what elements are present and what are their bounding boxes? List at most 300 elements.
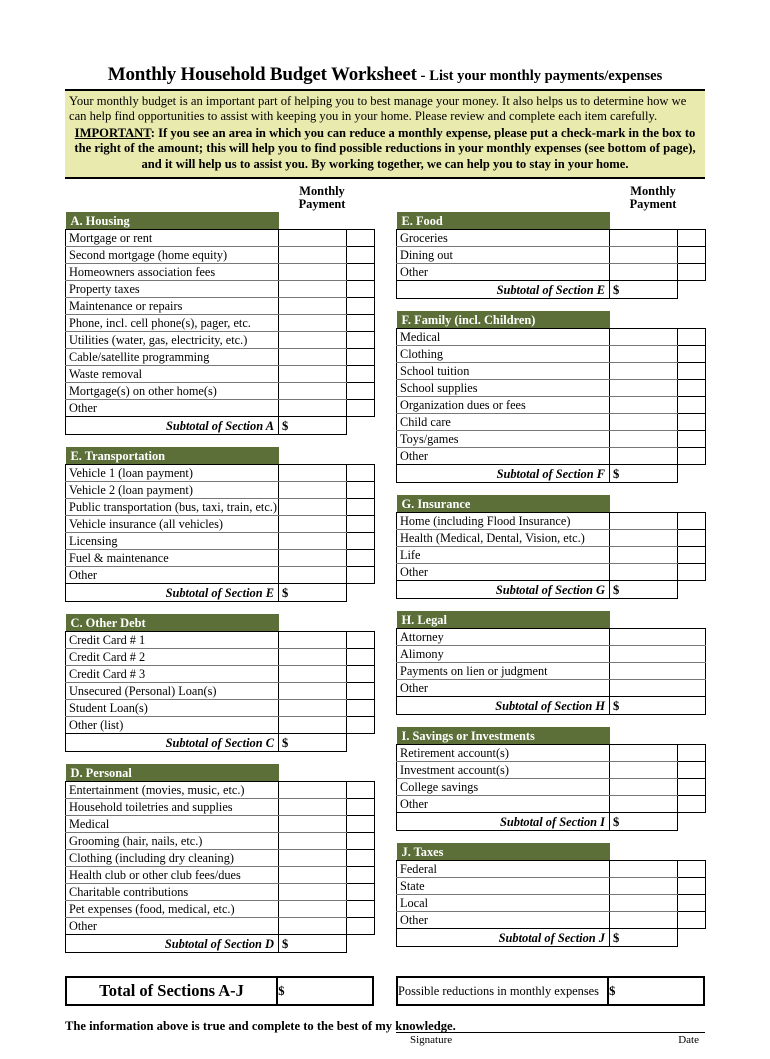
section-header-row xyxy=(66,447,375,465)
reduction-checkbox[interactable] xyxy=(347,400,375,417)
expense-label: Mortgage or rent xyxy=(66,230,279,247)
expense-label: Entertainment (movies, music, etc.) xyxy=(66,782,279,799)
subtotal-row xyxy=(66,935,375,953)
reduction-checkbox[interactable] xyxy=(347,884,375,901)
right-column xyxy=(396,186,705,965)
section-header-spacer xyxy=(279,764,375,782)
reduction-checkbox[interactable] xyxy=(347,867,375,884)
subtotal-amount-input[interactable]: $ xyxy=(279,935,347,953)
expense-amount-input[interactable] xyxy=(279,567,347,584)
expense-label: Credit Card # 2 xyxy=(66,649,279,666)
expense-row xyxy=(397,745,706,762)
subtotal-row xyxy=(66,734,375,752)
expense-amount-input[interactable] xyxy=(610,431,678,448)
expense-row xyxy=(66,298,375,315)
section-header-row xyxy=(66,764,375,782)
section-header-row xyxy=(397,611,706,629)
reduction-checkbox[interactable] xyxy=(347,918,375,935)
reduction-checkbox[interactable] xyxy=(347,816,375,833)
expense-label: College savings xyxy=(397,779,610,796)
section-header-row xyxy=(397,727,706,745)
expense-label: Medical xyxy=(66,816,279,833)
expense-amount-input[interactable] xyxy=(279,700,347,717)
subtotal-label: Subtotal of Section H xyxy=(397,697,610,715)
subtotal-amount-input[interactable]: $ xyxy=(610,813,678,831)
expense-label: Phone, incl. cell phone(s), pager, etc. xyxy=(66,315,279,332)
reduction-checkbox[interactable] xyxy=(347,247,375,264)
reduction-checkbox[interactable] xyxy=(347,632,375,649)
expense-amount-input[interactable] xyxy=(610,912,678,929)
reduction-checkbox[interactable] xyxy=(347,683,375,700)
expense-label: Utilities (water, gas, electricity, etc.) xyxy=(66,332,279,349)
expense-label: Home (including Flood Insurance) xyxy=(397,513,610,530)
expense-label: Investment account(s) xyxy=(397,762,610,779)
subtotal-spacer xyxy=(347,584,375,602)
expense-row xyxy=(66,782,375,799)
expense-amount-input[interactable] xyxy=(279,516,347,533)
reduction-checkbox[interactable] xyxy=(347,567,375,584)
subtotal-label: Subtotal of Section G xyxy=(397,581,610,599)
subtotal-amount-input[interactable]: $ xyxy=(610,465,678,483)
expense-amount-input[interactable] xyxy=(279,799,347,816)
section-i-savings-or-investments xyxy=(396,727,705,831)
section-a-housing xyxy=(65,186,374,435)
expense-row xyxy=(397,547,706,564)
reduction-checkbox[interactable] xyxy=(678,264,706,281)
reduction-checkbox[interactable] xyxy=(347,332,375,349)
subtotal-row xyxy=(397,697,706,715)
section-header-row xyxy=(397,843,706,861)
subtotal-amount-input[interactable]: $ xyxy=(279,584,347,602)
reduction-checkbox[interactable] xyxy=(678,431,706,448)
section-header-label: F. Family (incl. Children) xyxy=(397,311,610,329)
expense-amount-input[interactable] xyxy=(279,666,347,683)
expense-amount-input[interactable] xyxy=(279,298,347,315)
expense-row xyxy=(397,264,706,281)
reduction-checkbox[interactable] xyxy=(678,912,706,929)
attestation-text: The information above is true and complete to the best of my knowledge. xyxy=(65,1019,456,1034)
expense-amount-input[interactable] xyxy=(610,680,706,697)
left-column xyxy=(65,186,374,965)
expense-row xyxy=(397,431,706,448)
expense-row xyxy=(66,315,375,332)
expense-amount-input[interactable] xyxy=(279,867,347,884)
expense-amount-input[interactable] xyxy=(610,796,678,813)
expense-row xyxy=(397,895,706,912)
reduction-checkbox[interactable] xyxy=(678,230,706,247)
reduction-checkbox[interactable] xyxy=(678,397,706,414)
table-a-housing xyxy=(65,212,375,435)
expense-label: Licensing xyxy=(66,533,279,550)
expense-amount-input[interactable] xyxy=(279,315,347,332)
expense-label: Groceries xyxy=(397,230,610,247)
expense-row xyxy=(66,533,375,550)
table-c-other-debt xyxy=(65,614,375,752)
monthly-label-line2: Payment xyxy=(298,197,346,212)
reduction-checkbox[interactable] xyxy=(347,465,375,482)
expense-label: School supplies xyxy=(397,380,610,397)
reduction-checkbox[interactable] xyxy=(678,861,706,878)
reduction-checkbox[interactable] xyxy=(678,547,706,564)
reduction-checkbox[interactable] xyxy=(347,383,375,400)
section-header-label: E. Food xyxy=(397,212,610,230)
expense-row xyxy=(397,346,706,363)
monthly-payment-text xyxy=(609,185,697,212)
monthly-payment-column-header xyxy=(65,186,374,212)
reduction-checkbox[interactable] xyxy=(347,550,375,567)
important-label: IMPORTANT xyxy=(74,125,151,140)
expense-label: Waste removal xyxy=(66,366,279,383)
signature-line[interactable] xyxy=(396,1015,705,1033)
expense-label: Other (list) xyxy=(66,717,279,734)
signature-area xyxy=(396,1015,705,1046)
expense-label: Clothing (including dry cleaning) xyxy=(66,850,279,867)
expense-row xyxy=(66,482,375,499)
section-header-row xyxy=(66,614,375,632)
expense-amount-input[interactable] xyxy=(279,383,347,400)
reduction-checkbox[interactable] xyxy=(347,666,375,683)
expense-row xyxy=(397,762,706,779)
expense-row xyxy=(66,516,375,533)
reduction-checkbox[interactable] xyxy=(678,745,706,762)
section-c-other-debt xyxy=(65,614,374,752)
reduction-checkbox[interactable] xyxy=(347,649,375,666)
reduction-checkbox[interactable] xyxy=(347,349,375,366)
reduction-checkbox[interactable] xyxy=(678,895,706,912)
reduction-checkbox[interactable] xyxy=(678,363,706,380)
expense-amount-input[interactable] xyxy=(610,513,678,530)
reduction-checkbox[interactable] xyxy=(678,513,706,530)
reduction-checkbox[interactable] xyxy=(678,346,706,363)
expense-label: Student Loan(s) xyxy=(66,700,279,717)
expense-label: Child care xyxy=(397,414,610,431)
table-h-legal xyxy=(396,611,706,715)
date-label: Date xyxy=(678,1034,699,1047)
reduction-checkbox[interactable] xyxy=(347,298,375,315)
expense-label: Vehicle 2 (loan payment) xyxy=(66,482,279,499)
reduction-checkbox[interactable] xyxy=(678,762,706,779)
section-header-spacer xyxy=(610,212,706,230)
reduction-checkbox[interactable] xyxy=(347,230,375,247)
expense-row xyxy=(66,247,375,264)
reduction-checkbox[interactable] xyxy=(347,516,375,533)
expense-label: Grooming (hair, nails, etc.) xyxy=(66,833,279,850)
expense-row xyxy=(66,632,375,649)
expense-amount-input[interactable] xyxy=(610,380,678,397)
expense-amount-input[interactable] xyxy=(279,550,347,567)
expense-row xyxy=(66,918,375,935)
expense-row xyxy=(397,380,706,397)
expense-amount-input[interactable] xyxy=(279,816,347,833)
reduction-checkbox[interactable] xyxy=(347,833,375,850)
expense-label: Vehicle 1 (loan payment) xyxy=(66,465,279,482)
reductions-label: Possible reductions in monthly expenses xyxy=(397,977,608,1005)
expense-label: Other xyxy=(66,400,279,417)
reduction-checkbox[interactable] xyxy=(678,247,706,264)
subtotal-spacer xyxy=(678,813,706,831)
expense-row xyxy=(66,700,375,717)
expense-amount-input[interactable] xyxy=(279,918,347,935)
expense-row xyxy=(397,530,706,547)
reduction-checkbox[interactable] xyxy=(678,779,706,796)
expense-label: Life xyxy=(397,547,610,564)
expense-row xyxy=(397,878,706,895)
subtotal-row xyxy=(397,281,706,299)
expense-row xyxy=(397,796,706,813)
expense-amount-input[interactable] xyxy=(279,465,347,482)
subtotal-spacer xyxy=(678,465,706,483)
section-header-label: I. Savings or Investments xyxy=(397,727,610,745)
expense-row xyxy=(397,680,706,697)
expense-row xyxy=(397,861,706,878)
expense-row xyxy=(66,816,375,833)
section-header-spacer xyxy=(279,447,375,465)
expense-label: Payments on lien or judgment xyxy=(397,663,610,680)
section-g-insurance xyxy=(396,495,705,599)
reduction-checkbox[interactable] xyxy=(347,533,375,550)
reduction-checkbox[interactable] xyxy=(347,366,375,383)
expense-amount-input[interactable] xyxy=(279,499,347,516)
expense-amount-input[interactable] xyxy=(610,564,678,581)
table-e-transportation xyxy=(65,447,375,602)
expense-label: Second mortgage (home equity) xyxy=(66,247,279,264)
reduction-checkbox[interactable] xyxy=(347,717,375,734)
expense-amount-input[interactable] xyxy=(610,745,678,762)
table-i-savings-or-investments xyxy=(396,727,706,831)
title-dash: - xyxy=(416,68,430,84)
reduction-checkbox[interactable] xyxy=(347,700,375,717)
subtotal-spacer xyxy=(678,929,706,947)
expense-row xyxy=(397,629,706,646)
expense-label: Organization dues or fees xyxy=(397,397,610,414)
expense-row xyxy=(66,649,375,666)
section-header-spacer xyxy=(610,311,706,329)
expense-label: Dining out xyxy=(397,247,610,264)
expense-amount-input[interactable] xyxy=(279,230,347,247)
expense-label: Other xyxy=(397,448,610,465)
section-header-spacer xyxy=(279,614,375,632)
expense-amount-input[interactable] xyxy=(610,230,678,247)
reduction-checkbox[interactable] xyxy=(678,796,706,813)
expense-amount-input[interactable] xyxy=(279,533,347,550)
expense-amount-input[interactable] xyxy=(610,663,706,680)
expense-row xyxy=(397,663,706,680)
expense-label: Health club or other club fees/dues xyxy=(66,867,279,884)
reduction-checkbox[interactable] xyxy=(678,878,706,895)
expense-label: Toys/games xyxy=(397,431,610,448)
reduction-checkbox[interactable] xyxy=(678,564,706,581)
monthly-label-line1: Monthly xyxy=(299,184,345,199)
expense-row xyxy=(66,717,375,734)
subtotal-spacer xyxy=(347,417,375,435)
subtotal-row xyxy=(397,929,706,947)
section-header-row xyxy=(397,311,706,329)
subtotal-spacer xyxy=(347,935,375,953)
expense-amount-input[interactable] xyxy=(279,247,347,264)
reduction-checkbox[interactable] xyxy=(347,799,375,816)
expense-label: Household toiletries and supplies xyxy=(66,799,279,816)
worksheet-page xyxy=(65,0,705,1059)
expense-label: Credit Card # 1 xyxy=(66,632,279,649)
intro-paragraph-2 xyxy=(69,126,701,172)
expense-row xyxy=(397,448,706,465)
expense-amount-input[interactable] xyxy=(610,861,678,878)
expense-amount-input[interactable] xyxy=(610,247,678,264)
section-header-spacer xyxy=(610,843,706,861)
section-e-transportation xyxy=(65,447,374,602)
subtotal-amount-input[interactable]: $ xyxy=(610,929,678,947)
expense-amount-input[interactable] xyxy=(610,329,678,346)
reduction-checkbox[interactable] xyxy=(678,380,706,397)
grand-total-value[interactable]: $ xyxy=(277,977,373,1005)
expense-row xyxy=(397,564,706,581)
reduction-checkbox[interactable] xyxy=(347,782,375,799)
expense-label: Public transportation (bus, taxi, train, etc.) xyxy=(66,499,279,516)
expense-row xyxy=(66,499,375,516)
subtotal-label: Subtotal of Section A xyxy=(66,417,279,435)
expense-amount-input[interactable] xyxy=(279,366,347,383)
expense-amount-input[interactable] xyxy=(279,901,347,918)
expense-label: Other xyxy=(66,918,279,935)
subtotal-amount-input[interactable]: $ xyxy=(610,697,706,715)
expense-amount-input[interactable] xyxy=(610,779,678,796)
reduction-checkbox[interactable] xyxy=(678,530,706,547)
expense-label: Mortgage(s) on other home(s) xyxy=(66,383,279,400)
reduction-checkbox[interactable] xyxy=(347,850,375,867)
expense-amount-input[interactable] xyxy=(610,762,678,779)
expense-label: Medical xyxy=(397,329,610,346)
expense-amount-input[interactable] xyxy=(279,281,347,298)
expense-amount-input[interactable] xyxy=(610,363,678,380)
expense-amount-input[interactable] xyxy=(279,632,347,649)
expense-amount-input[interactable] xyxy=(279,482,347,499)
subtotal-amount-input[interactable]: $ xyxy=(610,581,678,599)
expense-amount-input[interactable] xyxy=(610,547,678,564)
expense-label: Federal xyxy=(397,861,610,878)
expense-amount-input[interactable] xyxy=(279,782,347,799)
section-header-label: H. Legal xyxy=(397,611,610,629)
expense-amount-input[interactable] xyxy=(279,833,347,850)
section-header-spacer xyxy=(610,611,706,629)
reduction-checkbox[interactable] xyxy=(347,264,375,281)
expense-label: Other xyxy=(397,796,610,813)
expense-amount-input[interactable] xyxy=(610,878,678,895)
table-e-food xyxy=(396,212,706,299)
expense-amount-input[interactable] xyxy=(279,400,347,417)
subtotal-row xyxy=(397,581,706,599)
section-f-family-incl-children xyxy=(396,311,705,483)
expense-label: Fuel & maintenance xyxy=(66,550,279,567)
expense-label: Property taxes xyxy=(66,281,279,298)
expense-amount-input[interactable] xyxy=(610,346,678,363)
expense-row xyxy=(397,397,706,414)
subtotal-spacer xyxy=(678,581,706,599)
expense-row xyxy=(66,550,375,567)
expense-row xyxy=(66,884,375,901)
section-header-row xyxy=(66,212,375,230)
expense-amount-input[interactable] xyxy=(279,683,347,700)
monthly-payment-text xyxy=(278,185,366,212)
expense-row xyxy=(66,332,375,349)
expense-label: Homeowners association fees xyxy=(66,264,279,281)
subtotal-amount-input[interactable]: $ xyxy=(279,417,347,435)
expense-label: Other xyxy=(397,912,610,929)
expense-label: Maintenance or repairs xyxy=(66,298,279,315)
expense-amount-input[interactable] xyxy=(279,349,347,366)
expense-row xyxy=(66,867,375,884)
grand-total-label: Total of Sections A-J xyxy=(66,977,277,1005)
expense-amount-input[interactable] xyxy=(610,530,678,547)
reduction-checkbox[interactable] xyxy=(347,281,375,298)
expense-row xyxy=(66,366,375,383)
expense-label: Alimony xyxy=(397,646,610,663)
expense-row xyxy=(66,901,375,918)
expense-row xyxy=(66,683,375,700)
signature-label: Signature xyxy=(410,1034,453,1047)
title-main: Monthly Household Budget Worksheet xyxy=(107,64,417,85)
expense-amount-input[interactable] xyxy=(610,397,678,414)
section-header-label: C. Other Debt xyxy=(66,614,279,632)
expense-amount-input[interactable] xyxy=(279,717,347,734)
subtotal-amount-input[interactable]: $ xyxy=(279,734,347,752)
expense-row xyxy=(66,833,375,850)
expense-amount-input[interactable] xyxy=(610,264,678,281)
expense-amount-input[interactable] xyxy=(279,649,347,666)
expense-row xyxy=(397,363,706,380)
expense-amount-input[interactable] xyxy=(610,629,706,646)
expense-amount-input[interactable] xyxy=(279,264,347,281)
section-header-label: D. Personal xyxy=(66,764,279,782)
expense-label: Attorney xyxy=(397,629,610,646)
reductions-value[interactable]: $ xyxy=(608,977,704,1005)
expense-row xyxy=(66,400,375,417)
expense-label: Credit Card # 3 xyxy=(66,666,279,683)
expense-amount-input[interactable] xyxy=(279,850,347,867)
reduction-checkbox[interactable] xyxy=(678,329,706,346)
subtotal-amount-input[interactable]: $ xyxy=(610,281,678,299)
expense-amount-input[interactable] xyxy=(610,448,678,465)
reduction-checkbox[interactable] xyxy=(347,315,375,332)
section-h-legal xyxy=(396,611,705,715)
expense-row xyxy=(66,465,375,482)
grand-total-box xyxy=(65,976,374,1006)
intro-paragraph-1: Your monthly budget is an important part of helping you to best manage your money. It also helps us to determine how we can help find opportunities to assist with keeping you in your home. Please review and complete each item carefully. xyxy=(69,94,687,124)
expense-row xyxy=(66,264,375,281)
reduction-checkbox[interactable] xyxy=(678,414,706,431)
expense-row xyxy=(66,230,375,247)
reductions-box xyxy=(396,976,705,1006)
reduction-checkbox[interactable] xyxy=(678,448,706,465)
reduction-checkbox[interactable] xyxy=(347,482,375,499)
subtotal-label: Subtotal of Section I xyxy=(397,813,610,831)
section-e-food xyxy=(396,186,705,299)
subtotal-row xyxy=(66,584,375,602)
expense-label: Charitable contributions xyxy=(66,884,279,901)
section-header-spacer xyxy=(279,212,375,230)
expense-amount-input[interactable] xyxy=(610,895,678,912)
reduction-checkbox[interactable] xyxy=(347,499,375,516)
expense-amount-input[interactable] xyxy=(610,414,678,431)
expense-label: State xyxy=(397,878,610,895)
section-header-label: E. Transportation xyxy=(66,447,279,465)
expense-row xyxy=(397,230,706,247)
signature-labels xyxy=(396,1033,705,1046)
expense-amount-input[interactable] xyxy=(279,884,347,901)
reduction-checkbox[interactable] xyxy=(347,901,375,918)
expense-amount-input[interactable] xyxy=(279,332,347,349)
section-header-label: A. Housing xyxy=(66,212,279,230)
expense-amount-input[interactable] xyxy=(610,646,706,663)
